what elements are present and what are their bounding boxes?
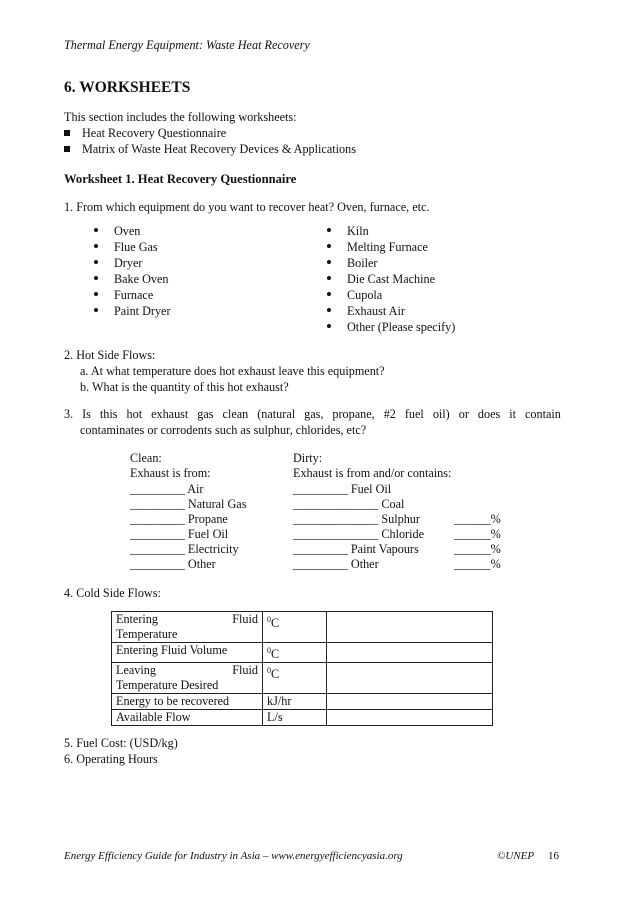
q3-word: propane, (332, 407, 375, 421)
equipment-item: Bake Oven (94, 272, 169, 287)
question-3-line-1 (64, 407, 561, 422)
section-title: 6. WORKSHEETS (64, 79, 191, 96)
q3-word: clean (222, 407, 249, 421)
equipment-item: Kiln (327, 224, 369, 239)
clean-subheading: Exhaust is from: (130, 466, 211, 480)
dirty-item: ______________ Chloride (293, 527, 425, 541)
bullet-icon (327, 292, 331, 296)
table-cell-value[interactable] (327, 663, 493, 694)
q3-word: this (99, 407, 118, 421)
bullet-icon (94, 244, 98, 248)
dirty-item: _________ Other (293, 557, 379, 571)
square-bullet-icon (64, 130, 70, 136)
page-number: 16 (548, 850, 559, 862)
q3-word: exhaust (151, 407, 189, 421)
bullet-icon (94, 292, 98, 296)
equipment-item: Exhaust Air (327, 304, 405, 319)
q3-word: it (509, 407, 516, 421)
equipment-item: Melting Furnace (327, 240, 428, 255)
question-5: 5. Fuel Cost: (USD/kg) (64, 736, 178, 750)
page-header: Thermal Energy Equipment: Waste Heat Recovery (64, 38, 310, 52)
equipment-item: Dryer (94, 256, 142, 271)
percent-blank[interactable]: ______% (454, 557, 501, 571)
table-row (112, 643, 493, 663)
percent-blank[interactable]: ______% (454, 527, 501, 541)
table-cell-label: Leaving Fluid Temperature Desired (112, 663, 263, 694)
q3-word: gas (197, 407, 214, 421)
table-cell-label: Entering Fluid Volume (112, 643, 263, 663)
q3-word: or (458, 407, 469, 421)
equipment-item: Boiler (327, 256, 377, 271)
q3-word: gas, (304, 407, 324, 421)
bullet-icon (94, 260, 98, 264)
worksheet-title: Worksheet 1. Heat Recovery Questionnaire (64, 172, 297, 186)
clean-item: _________ Electricity (130, 542, 239, 556)
footer-copyright: ©UNEP (497, 850, 535, 862)
clean-heading: Clean: (130, 451, 162, 465)
worksheet-list-item: Matrix of Waste Heat Recovery Devices & Applications (64, 142, 356, 157)
question-1: 1. From which equipment do you want to recover heat? Oven, furnace, etc. (64, 200, 430, 214)
table-cell-unit: $^0$C (263, 643, 327, 663)
q3-word: (natural (257, 407, 296, 421)
question-2a: a. At what temperature does hot exhaust leave this equipment? (80, 364, 385, 378)
equipment-item: Flue Gas (94, 240, 158, 255)
dirty-item: ______________ Sulphur (293, 512, 420, 526)
equipment-item: Die Cast Machine (327, 272, 435, 287)
clean-item: _________ Other (130, 557, 216, 571)
clean-item: _________ Propane (130, 512, 228, 526)
q3-word: Is (82, 407, 91, 421)
square-bullet-icon (64, 146, 70, 152)
q3-word: #2 (383, 407, 396, 421)
equipment-item: Paint Dryer (94, 304, 171, 319)
table-cell-label: Energy to be recovered (112, 694, 263, 710)
clean-item: _________ Air (130, 482, 204, 496)
bullet-icon (327, 228, 331, 232)
equipment-item: Other (Please specify) (327, 320, 455, 335)
question-3-line-2: contaminates or corrodents such as sulphur, chlorides, etc? (80, 423, 367, 437)
q3-word: contain (524, 407, 561, 421)
table-cell-value[interactable] (327, 694, 493, 710)
bullet-icon (327, 324, 331, 328)
table-cell-unit: kJ/hr (263, 694, 327, 710)
dirty-item: _________ Paint Vapours (293, 542, 419, 556)
bullet-icon (327, 276, 331, 280)
table-cell-value[interactable] (327, 612, 493, 643)
equipment-item: Furnace (94, 288, 153, 303)
table-cell-unit: L/s (263, 710, 327, 726)
clean-item: _________ Fuel Oil (130, 527, 229, 541)
percent-blank[interactable]: ______% (454, 512, 501, 526)
question-2b: b. What is the quantity of this hot exhaust? (80, 380, 289, 394)
table-row (112, 612, 493, 643)
question-2: 2. Hot Side Flows: (64, 348, 156, 362)
cold-side-flows-table (111, 611, 493, 726)
q3-word: oil) (432, 407, 450, 421)
table-row (112, 710, 493, 726)
table-cell-label: Entering Fluid Temperature (112, 612, 263, 643)
bullet-icon (327, 260, 331, 264)
intro-text: This section includes the following worksheets: (64, 110, 297, 124)
bullet-icon (94, 228, 98, 232)
bullet-icon (94, 308, 98, 312)
question-4: 4. Cold Side Flows: (64, 586, 161, 600)
table-row (112, 694, 493, 710)
bullet-icon (94, 276, 98, 280)
worksheet-list-item: Heat Recovery Questionnaire (64, 126, 226, 141)
percent-blank[interactable]: ______% (454, 542, 501, 556)
question-6: 6. Operating Hours (64, 752, 158, 766)
dirty-item: _________ Fuel Oil (293, 482, 392, 496)
equipment-item: Oven (94, 224, 140, 239)
q3-word: fuel (404, 407, 424, 421)
q3-word: 3. (64, 407, 74, 421)
bullet-icon (327, 244, 331, 248)
table-cell-unit: $^0$C (263, 612, 327, 643)
q3-word: hot (126, 407, 143, 421)
dirty-item: ______________ Coal (293, 497, 405, 511)
table-cell-unit: $^0$C (263, 663, 327, 694)
dirty-subheading: Exhaust is from and/or contains: (293, 466, 452, 480)
table-cell-value[interactable] (327, 643, 493, 663)
bullet-icon (327, 308, 331, 312)
table-cell-value[interactable] (327, 710, 493, 726)
clean-item: _________ Natural Gas (130, 497, 247, 511)
dirty-heading: Dirty: (293, 451, 323, 465)
q3-word: does (477, 407, 501, 421)
footer-text: Energy Efficiency Guide for Industry in Asia – www.energyefficiencyasia.org (64, 850, 403, 862)
equipment-item: Cupola (327, 288, 382, 303)
table-row (112, 663, 493, 694)
table-cell-label: Available Flow (112, 710, 263, 726)
